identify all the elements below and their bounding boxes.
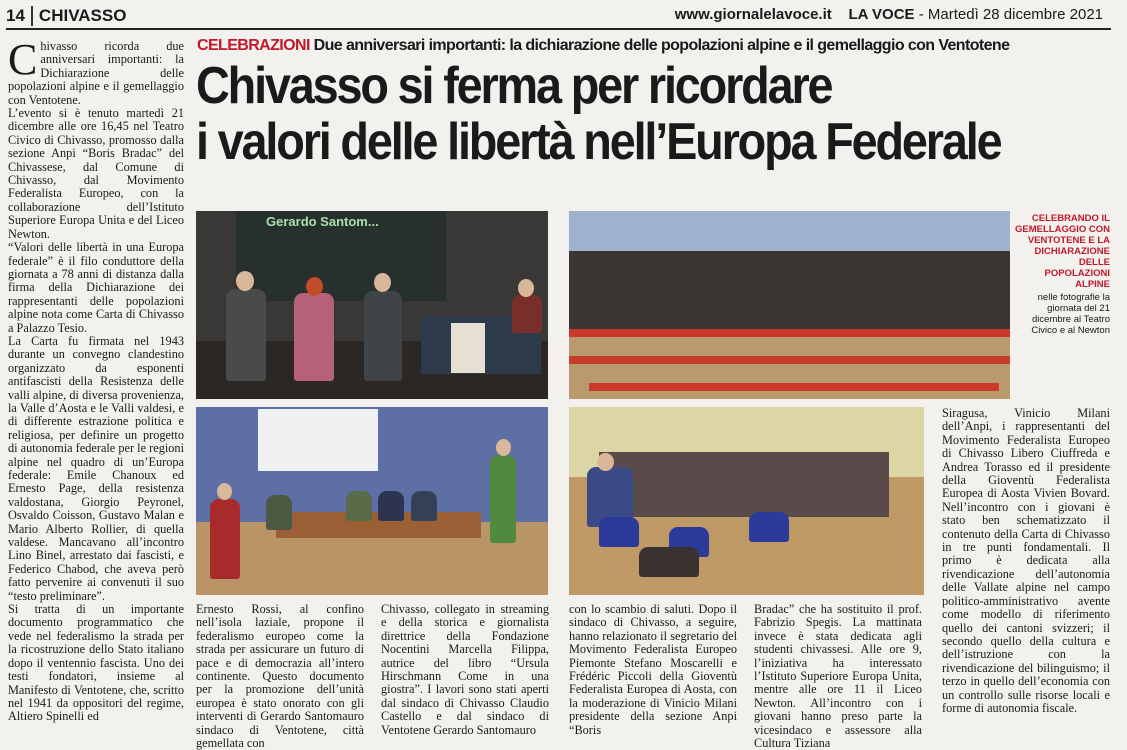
desk-row	[589, 383, 999, 391]
speaker-figure	[378, 491, 404, 521]
desk-row	[569, 329, 1010, 337]
audience	[569, 251, 1010, 331]
speaker-head	[217, 483, 232, 500]
speaker-figure	[512, 295, 542, 333]
speaker-figure	[346, 491, 372, 521]
speaker-head	[518, 279, 534, 297]
page-header	[0, 0, 1127, 30]
paragraph: La Carta fu firmata nel 1943 durante un convegno clandestino organizzato da esponenti antifascisti della Resistenza delle valli alpine, di diversa provenienza, la Valle d’Aosta e le Valli valdesi, e di differente estrazione politica e religiosa, per definire un progetto di autonomia federale per le regioni alpine nel quadro di un’Europa federale: Emile Chanoux ed Ernesto Page, della resistenza valdostana, Giorgio Peyronel, Osvaldo Coisson, Gustavo Malan e Mario Alberto Rollier, di quella valdese. Mancavano all’incontro Lino Binel, arrestato dai fascisti, e Federico Chabod, che aveva però fatto pervenire ai convenuti il suo “testo preliminare”.	[8, 333, 184, 603]
paragraph: Bradac” che ha sostituito il prof. Fabrizio Spegis. La mattinata invece è stata dedicata agli studenti chivassesi. Alle ore 9, l’iniziativa ha interessato l’Istituto Superiore Europa Unita, mentre alle ore 11 il Liceo Newton. All’incontro con i giovani hanno preso parte la vicesindaco e assessore alla Cultura Tiziana	[754, 602, 922, 750]
website: www.giornalelavoce.it	[674, 6, 832, 23]
section-name: CHIVASSO	[38, 5, 127, 25]
kicker-label: CELEBRAZIONI	[197, 37, 310, 54]
speaker-head	[496, 439, 511, 456]
paragraph: Si tratta di un importante documento programmatico che vede nel federalismo la strada per la ricostruzione dello Stato italiano dopo il ventennio fascista. Uno dei testi fondatori, insieme al Manifesto di Ventotene, che, scritto nel 1941 da oppositori del regime, Altiero Spinelli ed	[8, 602, 184, 724]
paragraph: Chivasso, collegato in streaming e della storica e giornalista direttrice della Fondazione Nocentini Marcella Filippa, autrice del libro “Ursula Hirschmann Come in una giostra”. I lavori sono stati aperti dal sindaco di Chivasso Claudio Castello e dal sindaco di Ventotene Gerardo Santomauro	[381, 602, 549, 737]
speaker-figure	[226, 289, 266, 381]
masthead-info	[675, 6, 1103, 23]
screen-caption: Gerardo Santom...	[266, 214, 379, 229]
headline-line-2: i valori delle libertà nell’Europa Federale	[196, 113, 1001, 171]
speaker-figure	[411, 491, 437, 521]
photo-caption	[1012, 213, 1110, 336]
paragraph: L’evento si è tenuto martedì 21 dicembre alle ore 16,45 nel Teatro Civico di Chivasso, promosso dalla sezione Anpi “Boris Bradac” del Chivassese, dal Comune di Chivasso, dal Movimento Federalista Europeo, con la collaborazione dell’Istituto Superiore Europa Unita e del Liceo Newton.	[8, 106, 184, 241]
coat	[639, 547, 699, 577]
page-section	[6, 6, 126, 25]
speaker-figure	[210, 499, 240, 579]
header-rule	[6, 28, 1111, 30]
speaker-head	[374, 273, 391, 292]
headline	[196, 58, 1011, 170]
photo-panel-table	[196, 407, 548, 595]
headline-line-1: Chivasso si ferma per ricordare	[196, 57, 832, 115]
issue-date: - Martedì 28 dicembre 2021	[918, 6, 1103, 23]
drop-cap: C	[8, 35, 38, 84]
chairs	[579, 507, 849, 577]
desk-row	[569, 356, 1010, 364]
poster	[451, 323, 485, 373]
paragraph: Siragusa, Vinicio Milani dell’Anpi, i rappresentanti del Movimento Federalista Europeo di Chivasso Libero Ciuffreda e Andrea Torasso ed il presidente della Gioventù Federalista Europea di Aosta Vivien Bovard. Nell’incontro con i giovani è stato ben schematizzato il contenuto della Carta di Chivasso in tre punti fondamentali. Il primo è dedicata alla rivendicazione dell’autonomia delle Vallate alpine nel campo politico-amministrativo avente come modello di riferimento quello dei cantoni svizzeri; il secondo quello della cultura e dell’istruzione con la rivendicazione del bilinguismo; il terzo in quello dell’economia con un controllo sulle risorse locali e forme di autonomia fiscale.	[942, 406, 1110, 715]
speaker-head	[236, 271, 254, 291]
speaker-head	[306, 277, 323, 296]
speaker-figure	[294, 293, 334, 381]
article-column-1	[8, 35, 184, 740]
article-column-4	[569, 603, 737, 743]
speaker-figure	[266, 495, 292, 530]
speaker-figure	[364, 291, 402, 381]
photo-classroom-audience	[569, 407, 924, 595]
photo-audience-theatre	[569, 211, 1010, 399]
paper-name: LA VOCE	[848, 6, 915, 23]
paragraph: con lo scambio di saluti. Dopo il sindaco di Chivasso, a seguire, hanno relazionato il segretario del Movimento Federalista Europeo Piemonte Stefano Moscarelli e Frédéric Piccoli della Gioventù Federalista Europea di Aosta, con la moderazione di Vinicio Milani presidente della sezione Anpi “Boris	[569, 602, 737, 737]
chair	[599, 517, 639, 547]
page-number: 14	[6, 6, 33, 26]
caption-body: nelle fotografie la giornata del 21 dicembre al Teatro Civico e al Newton	[1031, 292, 1110, 336]
paragraph: “Valori delle libertà in una Europa federale” è il filo conduttore della giornata a 78 anni di distanza dalla firma della Dichiarazione dei rappresentanti delle popolazioni alpine nota come Carta di Chivasso a Palazzo Tesio.	[8, 240, 184, 335]
speaker-figure	[490, 455, 516, 543]
article-column-2	[196, 602, 364, 750]
kicker	[197, 37, 1010, 55]
article-column-5	[754, 602, 922, 750]
paragraph: Ernesto Rossi, al confino nell’isola laziale, propone il federalismo europeo come la strada per assicurare un futuro di pace e di democrazia all’intero continente. Questo documento per la promozione dell’unità europea è stato onorato con gli interventi di Gerardo Santomauro sindaco di Ventotene, città gemellata con	[196, 602, 364, 750]
kicker-text: Due anniversari importanti: la dichiarazione delle popolazioni alpine e il gemellaggio con Ventotene	[313, 37, 1010, 54]
caption-headline: CELEBRANDO IL GEMELLAGGIO CON VENTOTENE E LA DICHIARAZIONE DELLE POPOLAZIONI ALPINE	[1015, 213, 1110, 290]
audience-head	[597, 453, 614, 471]
chair	[749, 512, 789, 542]
article-column-3	[381, 603, 549, 743]
photo-stage-speakers	[196, 211, 548, 399]
lead-paragraph: hivasso ricorda due anniversari importanti: la Dichiarazione delle popolazioni alpine e il gemellaggio con Ventotene.	[8, 39, 184, 107]
projection-screen	[258, 409, 378, 471]
article-column-6	[942, 407, 1110, 743]
